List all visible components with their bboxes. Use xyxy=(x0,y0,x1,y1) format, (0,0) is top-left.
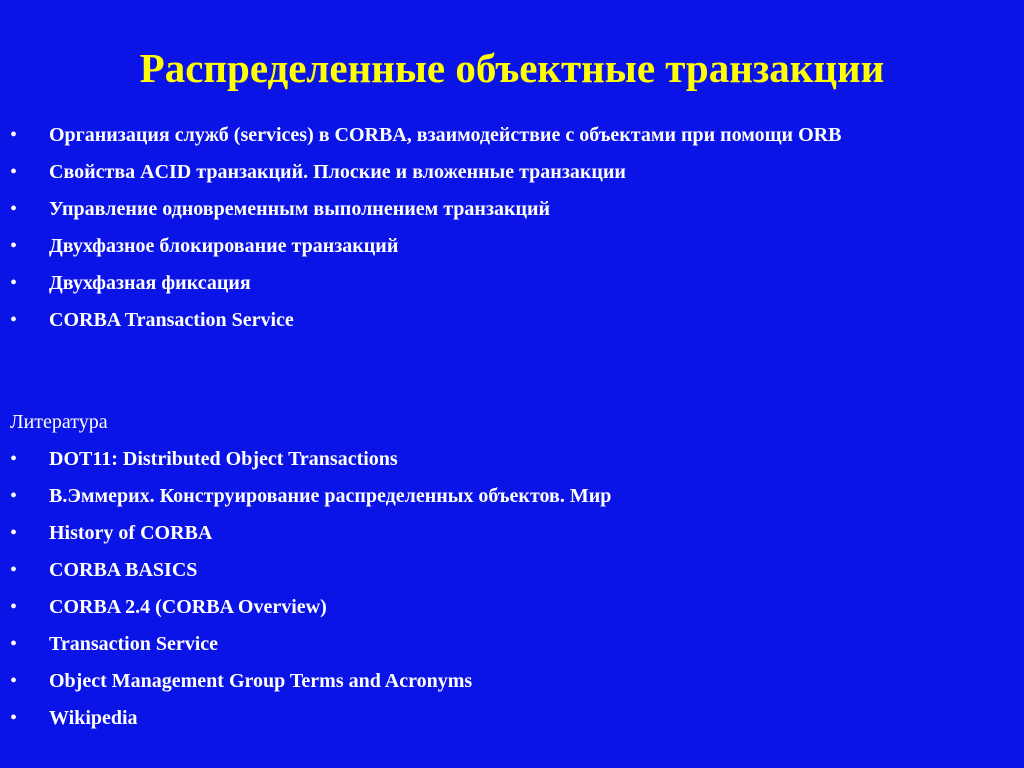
topic-text: Свойства ACID транзакций. Плоские и вложенные транзакции xyxy=(49,161,626,183)
bullet-icon: • xyxy=(10,596,18,618)
topic-text: CORBA Transaction Service xyxy=(49,309,294,331)
bullet-icon: • xyxy=(10,235,18,257)
literature-item[interactable] xyxy=(10,446,1015,472)
bullet-icon: • xyxy=(10,633,18,655)
bullet-icon: • xyxy=(10,522,18,544)
bullet-icon: • xyxy=(10,485,18,507)
topic-item xyxy=(10,196,1015,222)
literature-item[interactable] xyxy=(10,631,1015,657)
topic-item xyxy=(10,233,1015,259)
topic-text: Двухфазная фиксация xyxy=(49,272,251,294)
bullet-icon: • xyxy=(10,707,18,729)
bullet-icon: • xyxy=(10,559,18,581)
slide-title: Распределенные объектные транзакции xyxy=(139,45,885,91)
bullet-icon: • xyxy=(10,161,18,183)
literature-link[interactable]: Wikipedia xyxy=(49,707,138,729)
topic-item xyxy=(10,307,1015,333)
literature-item[interactable] xyxy=(10,705,1015,731)
literature-text: В.Эммерих. Конструирование распределенных объектов. Мир xyxy=(49,485,612,507)
bullet-icon: • xyxy=(10,309,18,331)
literature-link[interactable]: DOT11: Distributed Object Transactions xyxy=(49,448,398,470)
topics-list xyxy=(10,122,1015,344)
literature-list xyxy=(10,446,1015,742)
topic-text: Двухфазное блокирование транзакций xyxy=(49,235,399,257)
topic-text: Организация служб (services) в CORBA, взаимодействие с объектами при помощи ORB xyxy=(49,124,842,146)
bullet-icon: • xyxy=(10,448,18,470)
bullet-icon: • xyxy=(10,124,18,146)
topic-text: Управление одновременным выполнением транзакций xyxy=(49,198,551,220)
literature-item xyxy=(10,483,1015,509)
literature-link[interactable]: Transaction Service xyxy=(49,633,219,655)
literature-item[interactable] xyxy=(10,668,1015,694)
literature-item[interactable] xyxy=(10,594,1015,620)
literature-item[interactable] xyxy=(10,520,1015,546)
topic-item xyxy=(10,159,1015,185)
bullet-icon: • xyxy=(10,272,18,294)
literature-link[interactable]: CORBA BASICS xyxy=(49,559,198,581)
bullet-icon: • xyxy=(10,670,18,692)
bullet-icon: • xyxy=(10,198,18,220)
literature-link[interactable]: CORBA 2.4 (CORBA Overview) xyxy=(49,596,327,618)
topic-item xyxy=(10,270,1015,296)
literature-link[interactable]: Object Management Group Terms and Acronyms xyxy=(49,670,473,692)
literature-heading: Литература xyxy=(10,411,108,433)
topic-item xyxy=(10,122,1015,148)
literature-item[interactable] xyxy=(10,557,1015,583)
literature-link[interactable]: History of CORBA xyxy=(49,522,213,544)
